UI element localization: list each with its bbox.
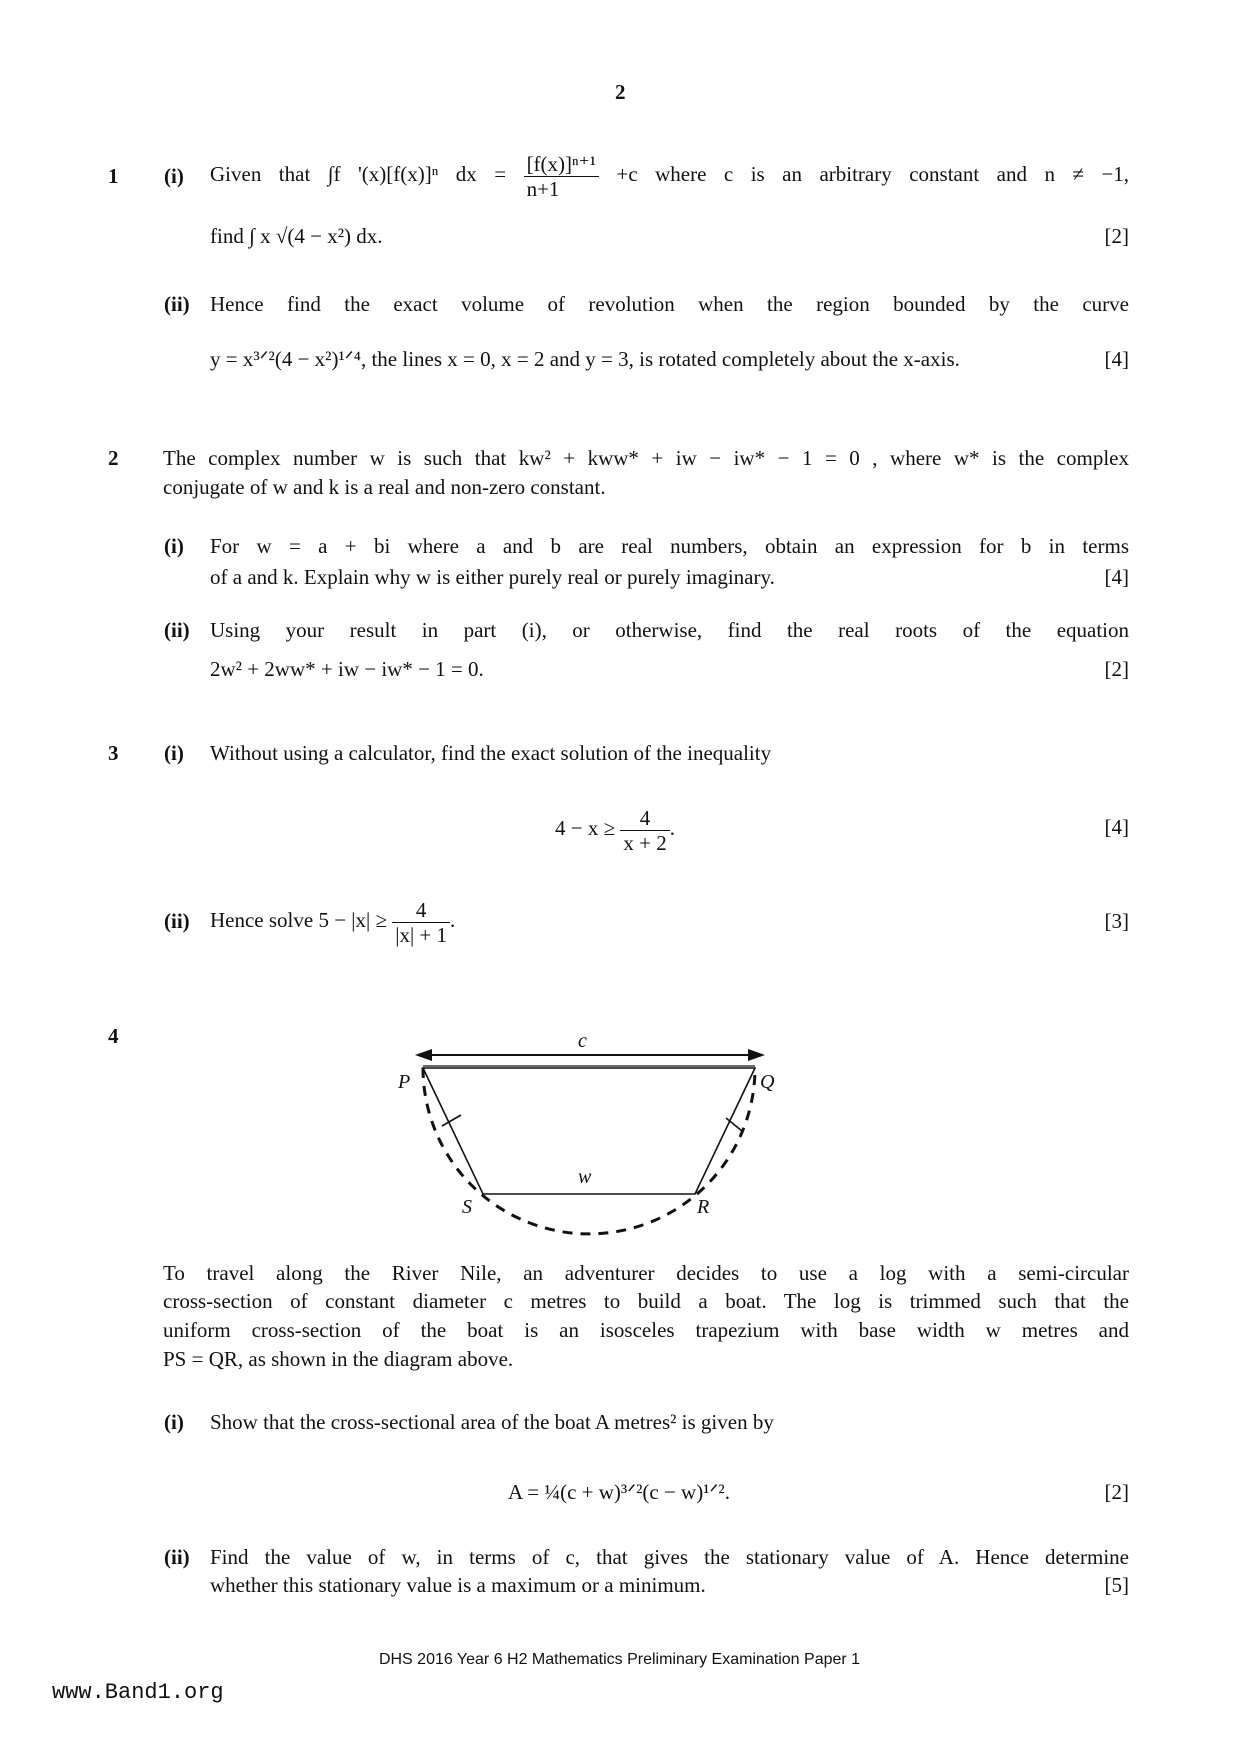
formula-text: Hence solve 5 − |x| ≥	[210, 908, 387, 932]
q2-ii-line2: 2w² + 2ww* + iw − iw* − 1 = 0.	[210, 657, 484, 681]
question-number: 2	[108, 446, 119, 470]
watermark: www.Band1.org	[52, 1680, 224, 1705]
denominator: x + 2	[623, 830, 667, 855]
label-P: P	[398, 1071, 411, 1093]
part-label: (ii)	[164, 618, 190, 642]
denominator: n+1	[526, 176, 560, 201]
marks: [2]	[1104, 1480, 1129, 1504]
q4-para-line2: cross-section of constant diameter c metres to build a boat. The log is trimmed such that the	[163, 1289, 1129, 1313]
denominator: |x| + 1	[395, 922, 447, 947]
q4-ii-line2: whether this stationary value is a maximum or a minimum.	[210, 1573, 706, 1597]
marks: [4]	[1104, 347, 1129, 371]
q4-formula: A = ¼(c + w)³ᐟ²(c − w)¹ᐟ².	[508, 1480, 730, 1504]
page-number: 2	[615, 80, 626, 104]
q1-ii-line2: y = x³ᐟ²(4 − x²)¹ᐟ⁴, the lines x = 0, x = 2 and y = 3, is rotated completely about the x-axis.	[210, 347, 960, 371]
q1-text: +c where c is an arbitrary constant and n ≠ −1,	[616, 162, 1130, 186]
q2-ii-line1: Using your result in part (i), or otherwise, find the real roots of the equation	[210, 618, 1129, 642]
part-label: (ii)	[164, 292, 190, 316]
q1-ii-line1: Hence find the exact volume of revolution when the region bounded by the curve	[210, 292, 1129, 316]
formula-text: 4 − x ≥	[555, 816, 616, 840]
numerator: [f(x)]ⁿ⁺¹	[524, 152, 599, 177]
part-label: (i)	[164, 164, 184, 188]
marks: [2]	[1104, 657, 1129, 681]
label-Q: Q	[760, 1071, 775, 1093]
part-label: (i)	[164, 1410, 184, 1434]
equal-tick-left	[442, 1115, 461, 1126]
marks: [5]	[1104, 1573, 1129, 1597]
q1-text: Given that ∫f '(x)[f(x)]ⁿ dx =	[210, 162, 507, 186]
formula-text: .	[669, 816, 675, 840]
q2-stem-line2: conjugate of w and k is a real and non-zero constant.	[163, 475, 606, 499]
question-number: 1	[108, 164, 119, 188]
question-number: 4	[108, 1024, 119, 1048]
part-label: (i)	[164, 741, 184, 765]
formula-text: .	[450, 908, 456, 932]
label-c: c	[578, 1030, 587, 1052]
q4-para-line4: PS = QR, as shown in the diagram above.	[163, 1347, 514, 1371]
part-label: (ii)	[164, 909, 190, 933]
q2-i-line2: of a and k. Explain why w is either purely real or purely imaginary.	[210, 565, 775, 589]
marks: [3]	[1104, 909, 1129, 933]
q4-para-line3: uniform cross-section of the boat is an isosceles trapezium with base width w metres and	[163, 1318, 1129, 1342]
q2-i-line1: For w = a + bi where a and b are real numbers, obtain an expression for b in terms	[210, 534, 1129, 558]
q2-stem-line1: The complex number w is such that kw² + kww* + iw − iw* − 1 = 0 , where w* is the complex	[163, 446, 1129, 470]
arrowhead-right	[748, 1049, 765, 1061]
marks: [4]	[1104, 815, 1129, 839]
part-label: (ii)	[164, 1545, 190, 1569]
label-w: w	[578, 1166, 592, 1188]
part-label: (i)	[164, 534, 184, 558]
q1-i-line2: find ∫ x √(4 − x²) dx.	[210, 224, 383, 248]
marks: [2]	[1104, 224, 1129, 248]
label-S: S	[462, 1196, 472, 1218]
q4-ii-line1: Find the value of w, in terms of c, that gives the stationary value of A. Hence determine	[210, 1545, 1129, 1569]
label-R: R	[697, 1196, 710, 1218]
arrowhead-left	[415, 1049, 432, 1061]
numerator: 4	[392, 898, 450, 923]
numerator: 4	[620, 806, 669, 831]
q3-i-line1: Without using a calculator, find the exact solution of the inequality	[210, 741, 772, 765]
footer: DHS 2016 Year 6 H2 Mathematics Preliminary Examination Paper 1	[378, 1651, 861, 1668]
question-number: 3	[108, 741, 119, 765]
q4-para-line1: To travel along the River Nile, an adventurer decides to use a log with a semi-circular	[163, 1261, 1129, 1285]
q4-i-line1: Show that the cross-sectional area of the boat A metres² is given by	[210, 1410, 774, 1434]
marks: [4]	[1104, 565, 1129, 589]
